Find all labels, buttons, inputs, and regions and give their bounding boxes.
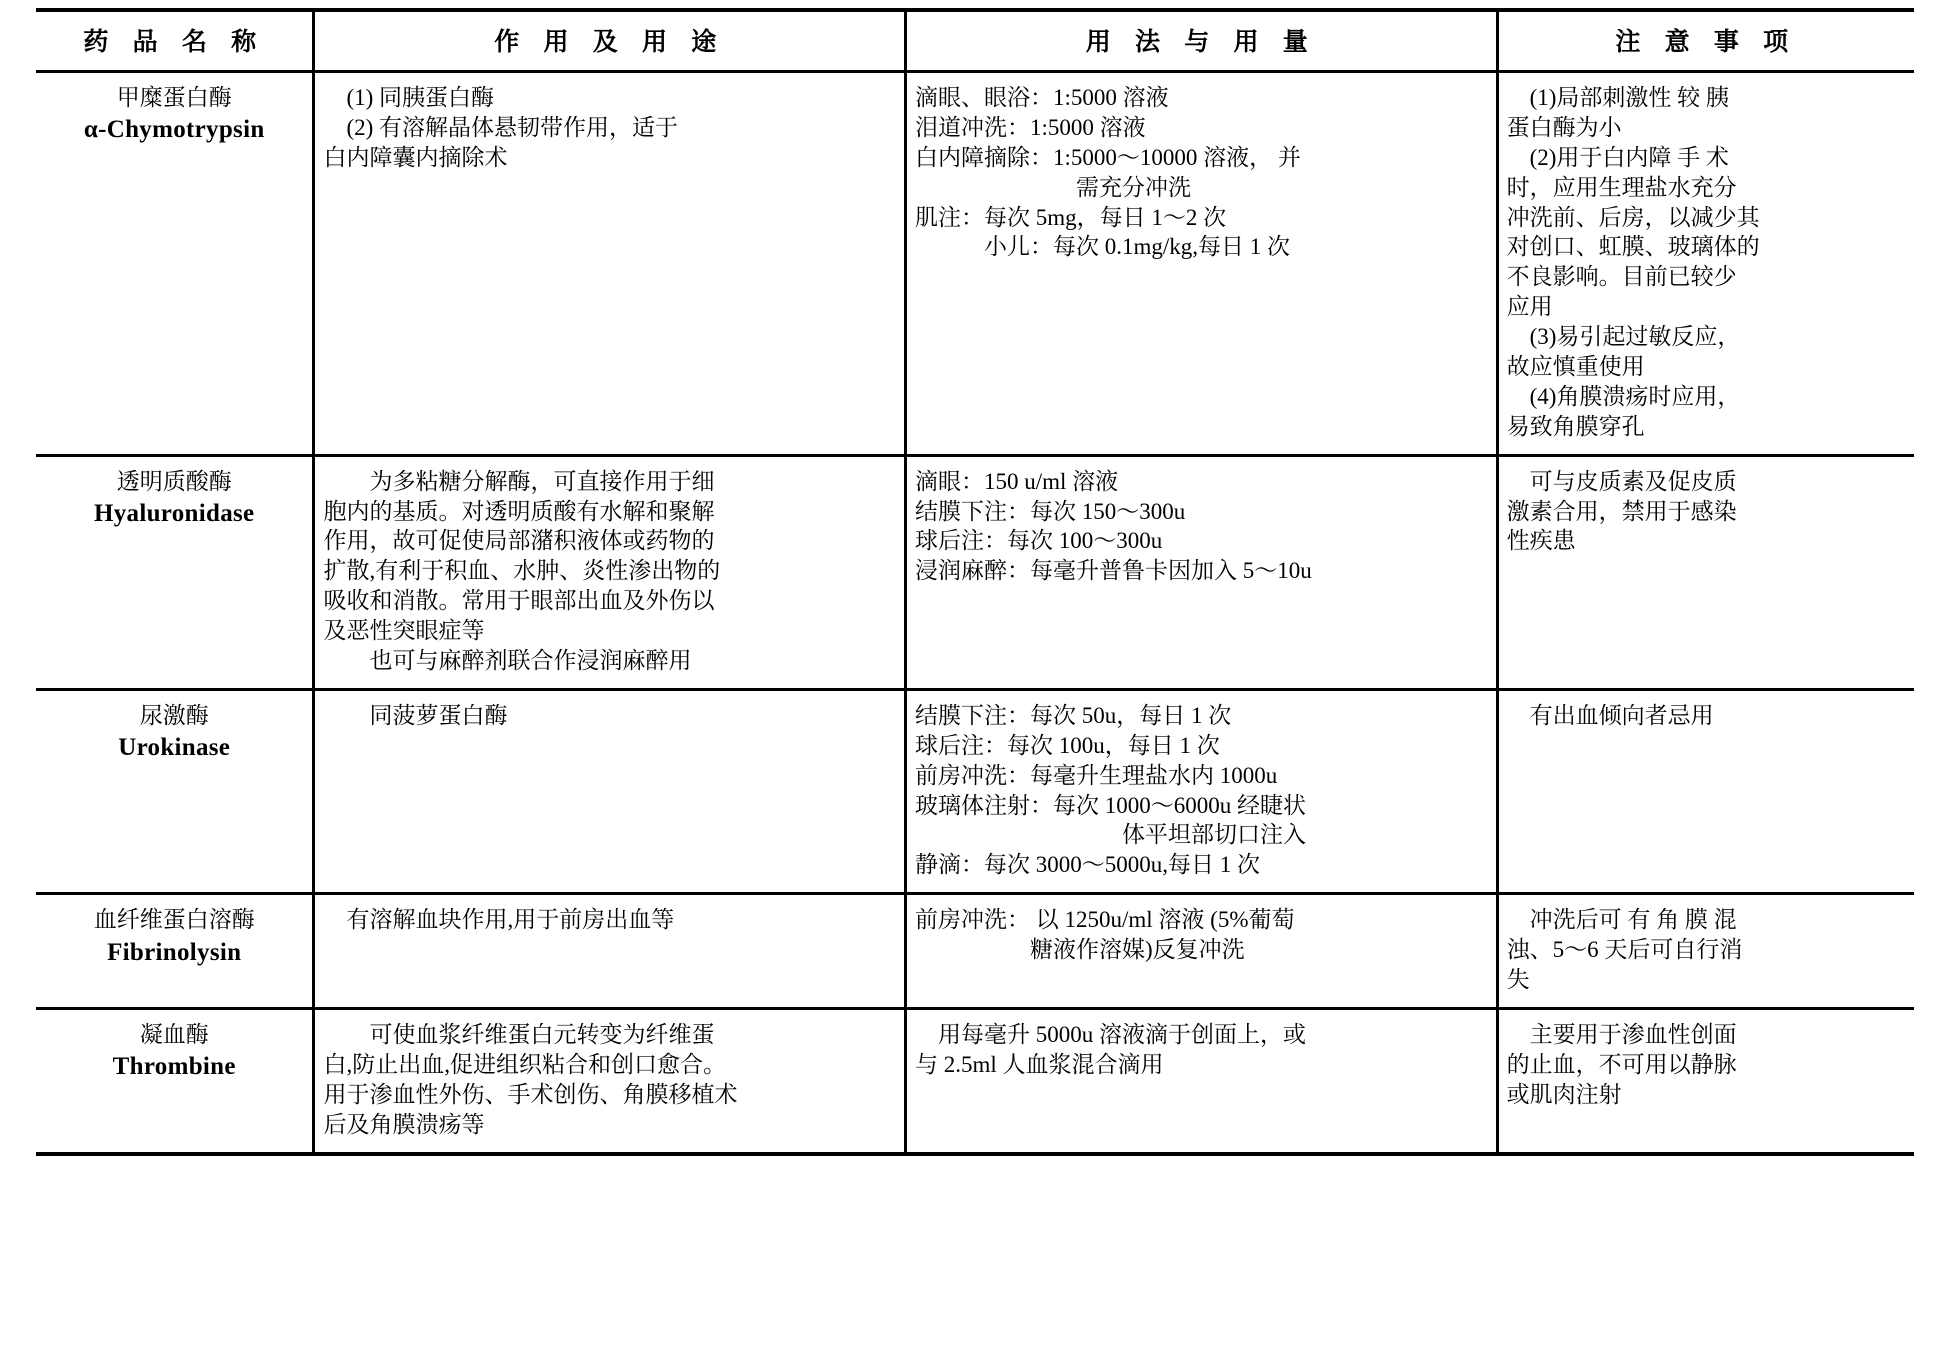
use-line: 作用，故可促使局部潴积液体或药物的 [323,528,715,554]
dose-line: 与 2.5ml 人血浆混合滴用 [915,1051,1164,1077]
cell-use [314,72,906,456]
note-line: 时，应用生理盐水充分 [1506,174,1737,200]
note-line: 冲洗前、后房，以减少其 [1506,204,1760,230]
use-line: (2) 有溶解晶体悬韧带作用，适于 [323,114,679,140]
dose-line: 泪道冲洗：1:5000 溶液 [915,114,1146,140]
drug-table [36,12,1914,1152]
use-line: (1) 同胰蛋白酶 [323,85,495,110]
note-line: 可与皮质素及促皮质 [1506,468,1737,494]
cell-notes [1497,455,1914,689]
note-line: 的止血，不可用以静脉 [1506,1051,1737,1077]
dose-line: 球后注：每次 100～300u [915,528,1163,554]
note-line: (2)用于白内障 手 术 [1506,144,1729,170]
note-line: 易致角膜穿孔 [1506,413,1645,439]
note-line: 浊、5～6 天后可自行消 [1506,937,1743,963]
note-line: (3)易引起过敏反应， [1506,324,1741,350]
column-header-name: 药 品 名 称 [36,12,314,72]
drug-name-cn: 血纤维蛋白溶酶 [93,907,255,933]
cell-notes [1497,72,1914,456]
use-line: 用于渗血性外伤、手术创伤、角膜移植术 [323,1081,738,1107]
note-line: 蛋白酶为小 [1506,114,1622,140]
drug-name-cn: 尿激酶 [139,702,209,728]
cell-use [314,455,906,689]
note-line: 激素合用，禁用于感染 [1506,498,1737,524]
dose-line: 白内障摘除：1:5000～10000 溶液， 并 [915,144,1301,170]
table-body [36,72,1914,1152]
bottom-border-rule [36,1152,1914,1156]
drug-name-cn: 透明质酸酶 [116,468,232,494]
drug-name-en: Urokinase [118,734,231,762]
dose-line: 需充分冲洗 [915,174,1191,200]
dose-line: 结膜下注：每次 150～300u [915,498,1186,524]
use-line: 同菠萝蛋白酶 [323,702,508,728]
cell-drug-name [36,72,314,456]
drug-name-en: Hyaluronidase [94,500,255,528]
dose-line: 球后注：每次 100u，每日 1 次 [915,732,1220,758]
use-line: 为多粘糖分解酶，可直接作用于细 [323,468,715,494]
cell-notes [1497,894,1914,1009]
cell-use [314,894,906,1009]
drug-name-cn: 甲糜蛋白酶 [116,85,232,110]
note-line: 或肌肉注射 [1506,1081,1622,1107]
use-line: 也可与麻醉剂联合作浸润麻醉用 [323,648,692,674]
cell-drug-name [36,1008,314,1151]
drug-name-en: α-Chymotrypsin [83,116,265,144]
note-line: 有出血倾向者忌用 [1506,702,1714,728]
table-row [36,455,1914,689]
use-line: 白,防止出血,促进组织粘合和创口愈合。 [323,1051,726,1077]
table-row [36,894,1914,1009]
column-header-use: 作 用 及 用 途 [314,12,906,72]
note-line: 性疾患 [1506,528,1576,554]
use-line: 有溶解血块作用,用于前房出血等 [323,907,675,933]
use-line: 白内障囊内摘除术 [323,144,508,170]
note-line: (4)角膜溃疡时应用， [1506,383,1741,409]
use-line: 及恶性突眼症等 [323,618,485,644]
note-line: 应用 [1506,294,1553,320]
dose-line: 小儿：每次 0.1mg/kg,每日 1 次 [915,234,1291,260]
note-line: 主要用于渗血性创面 [1506,1021,1737,1047]
use-line: 吸收和消散。常用于眼部出血及外伤以 [323,588,715,614]
column-header-notes: 注 意 事 项 [1497,12,1914,72]
cell-dosage [906,689,1498,893]
note-line: 不良影响。目前已较少 [1506,264,1737,290]
dose-line: 体平坦部切口注入 [915,822,1306,848]
dose-line: 静滴：每次 3000～5000u,每日 1 次 [915,852,1260,878]
cell-drug-name [36,689,314,893]
dose-line: 结膜下注：每次 50u，每日 1 次 [915,702,1232,728]
dose-line: 滴眼：150 u/ml 溶液 [915,468,1119,494]
table-row [36,689,1914,893]
dose-line: 肌注：每次 5mg，每日 1～2 次 [915,204,1227,230]
cell-dosage [906,1008,1498,1151]
column-header-dosage: 用 法 与 用 量 [906,12,1498,72]
cell-drug-name [36,455,314,689]
note-line: 对创口、虹膜、玻璃体的 [1506,234,1760,260]
drug-name-en: Fibrinolysin [107,938,242,966]
use-line: 可使血浆纤维蛋白元转变为纤维蛋 [323,1021,715,1047]
dose-line: 前房冲洗： 以 1250u/ml 溶液 (5%葡萄 [915,907,1295,933]
table-header-row [36,12,1914,72]
use-line: 后及角膜溃疡等 [323,1111,485,1137]
dose-line: 糖液作溶媒)反复冲洗 [915,937,1245,963]
use-line: 扩散,有利于积血、水肿、炎性渗出物的 [323,558,721,584]
dose-line: 前房冲洗：每毫升生理盐水内 1000u [915,762,1278,788]
dose-line: 滴眼、眼浴：1:5000 溶液 [915,85,1169,110]
drug-name-cn: 凝血酶 [139,1021,209,1047]
note-line: 故应慎重使用 [1506,354,1645,380]
cell-notes [1497,689,1914,893]
table-row [36,1008,1914,1151]
note-line: 冲洗后可 有 角 膜 混 [1506,907,1737,933]
table-header [36,12,1914,72]
cell-dosage [906,455,1498,689]
use-line: 胞内的基质。对透明质酸有水解和聚解 [323,498,715,524]
dose-line: 玻璃体注射：每次 1000～6000u 经睫状 [915,792,1306,818]
cell-dosage [906,894,1498,1009]
table-row [36,72,1914,456]
cell-use [314,689,906,893]
cell-notes [1497,1008,1914,1151]
dose-line: 用每毫升 5000u 溶液滴于创面上，或 [915,1021,1306,1047]
cell-drug-name [36,894,314,1009]
cell-use [314,1008,906,1151]
note-line: 失 [1506,967,1530,993]
cell-dosage [906,72,1498,456]
drug-name-en: Thrombine [112,1053,236,1081]
note-line: (1)局部刺激性 较 胰 [1506,85,1729,110]
dose-line: 浸润麻醉：每毫升普鲁卡因加入 5～10u [915,558,1312,584]
